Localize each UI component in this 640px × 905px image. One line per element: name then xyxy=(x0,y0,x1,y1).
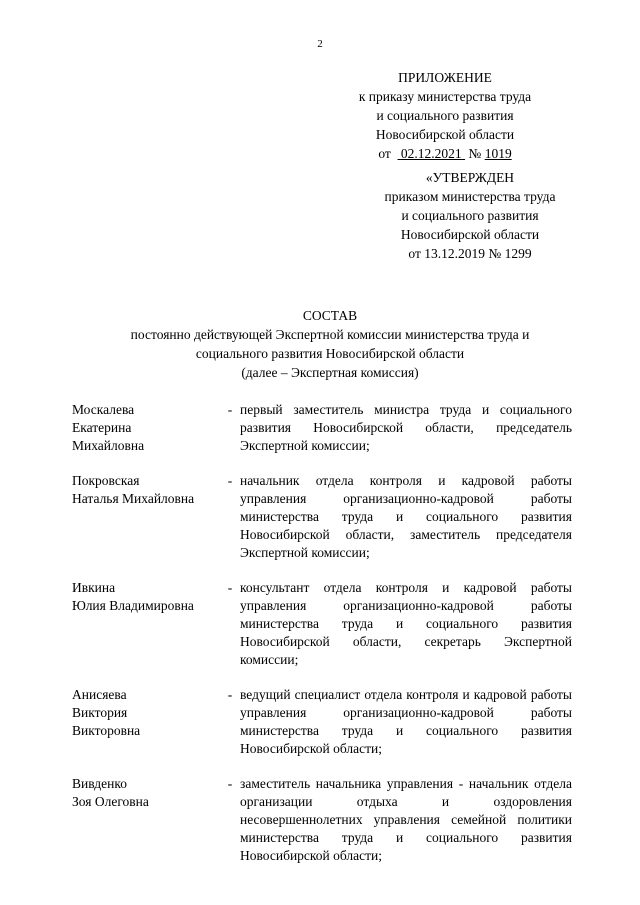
appendix-date-line xyxy=(330,144,560,163)
member-name: Вивденко Зоя Олеговна xyxy=(72,776,149,809)
member-dash: - xyxy=(227,402,233,417)
appendix-from-label: от xyxy=(378,146,391,161)
heading-line: социального развития Новосибирской области xyxy=(195,346,465,361)
member-role: начальник отдела контроля и кадровой работы управления организационно-кадровой работы министерства труда и социального развития Новосибирской области, заместитель председателя Экспертной комиссии; xyxy=(240,473,572,560)
approved-block xyxy=(355,168,585,263)
member-row xyxy=(72,579,572,669)
member-name: Ивкина Юлия Владимировна xyxy=(72,580,194,613)
approved-line: приказом министерства труда xyxy=(384,189,556,204)
member-role: ведущий специалист отдела контроля и кадровой работы управления организационно-кадровой работы министерства труда и социального развития Новосибирской области; xyxy=(240,687,572,756)
appendix-number: 1019 xyxy=(484,146,512,161)
member-row xyxy=(72,401,572,455)
appendix-line: и социального развития xyxy=(376,108,514,123)
page-number: 2 xyxy=(317,38,323,50)
document-heading xyxy=(110,306,550,382)
member-row xyxy=(72,775,572,865)
approved-line: и социального развития xyxy=(401,208,539,223)
member-role: первый заместитель министра труда и социального развития Новосибирской области, председатель Экспертной комиссии; xyxy=(240,402,572,453)
appendix-title: ПРИЛОЖЕНИЕ xyxy=(398,70,492,85)
member-name: Анисяева Виктория Викторовна xyxy=(72,687,141,738)
appendix-number-sign: № xyxy=(468,146,482,161)
member-dash: - xyxy=(227,473,233,488)
member-dash: - xyxy=(227,776,233,791)
members-list xyxy=(72,401,572,882)
approved-title: «УТВЕРЖДЕН xyxy=(425,170,515,185)
member-dash: - xyxy=(227,580,233,595)
appendix-line: к приказу министерства труда xyxy=(358,89,532,104)
appendix-line: Новосибирской области xyxy=(375,127,515,142)
member-row xyxy=(72,472,572,562)
approved-line: от 13.12.2019 № 1299 xyxy=(408,246,532,261)
heading-line: постоянно действующей Экспертной комиссии министерства труда и xyxy=(130,327,530,342)
member-name: Покровская Наталья Михайловна xyxy=(72,473,195,506)
appendix-date: 02.12.2021 xyxy=(400,146,462,161)
approved-line: Новосибирской области xyxy=(400,227,540,242)
heading-line: (далее – Экспертная комиссия) xyxy=(241,365,419,380)
document-title: СОСТАВ xyxy=(302,308,358,323)
member-dash: - xyxy=(227,687,233,702)
appendix-block xyxy=(330,68,560,163)
member-name: Москалева Екатерина Михайловна xyxy=(72,402,145,453)
member-row xyxy=(72,686,572,758)
member-role: заместитель начальника управления - начальник отдела организации отдыха и оздоровления несовершеннолетних управления семейной политики министерства труда и социального развития Новосибирской области; xyxy=(240,776,572,863)
member-role: консультант отдела контроля и кадровой работы управления организационно-кадровой работы министерства труда и социального развития Новосибирской области, секретарь Экспертной комиссии; xyxy=(240,580,572,667)
